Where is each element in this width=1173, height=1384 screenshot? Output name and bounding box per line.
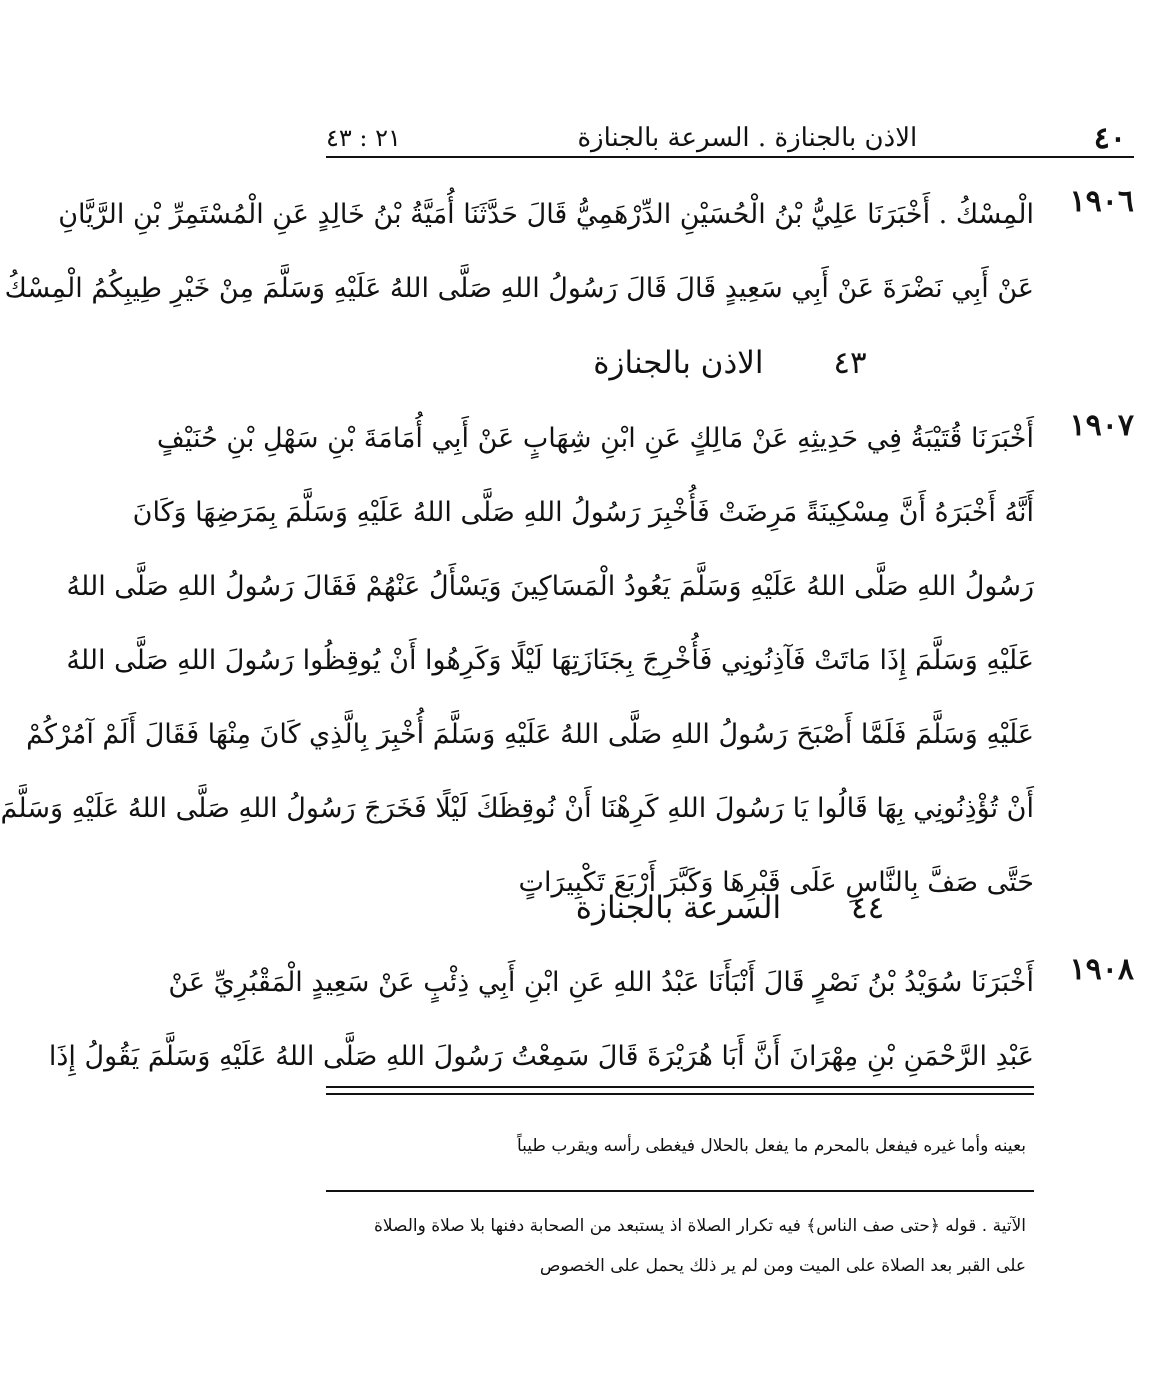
footnote-2 — [326, 1206, 1026, 1286]
footnote-line: الآتية . قوله ﴿حتى صف الناس﴾ فيه تكرار الصلاة اذ يستبعد من الصحابة دفنها بلا صلاة والصلاة — [373, 1216, 1026, 1236]
hadith-number: ١٩٠٨ — [1069, 952, 1134, 987]
footnote-1 — [326, 1126, 1026, 1166]
footnote-line: بعينه وأما غيره فيفعل بالمحرم ما يفعل بالحلال فيغطى رأسه ويقرب طيباً — [516, 1136, 1026, 1156]
chapter-number: ٤٤ — [850, 890, 885, 926]
hadith-number: ١٩٠٧ — [1069, 408, 1134, 443]
page-number: ٤٠ — [1093, 120, 1126, 156]
text-line: أَنْ تُؤْذِنُونِي بِهَا قَالُوا يَا رَسُولَ اللهِ كَرِهْنَا أَنْ نُوقِظَكَ لَيْلًا فَخَرَجَ رَسُولُ اللهِ صَلَّى اللهُ عَلَيْهِ وَسَلَّمَ — [0, 793, 1034, 824]
text-line: أَخْبَرَنَا سُوَيْدُ بْنُ نَصْرٍ قَالَ أَنْبَأَنَا عَبْدُ اللهِ عَنِ ابْنِ أَبِي ذِئْبٍ عَنْ سَعِيدٍ الْمَقْبُرِيِّ عَنْ — [168, 967, 1034, 998]
footnote-line: على القبر بعد الصلاة على الميت ومن لم ير ذلك يحمل على الخصوص — [539, 1256, 1026, 1276]
text-line: عَبْدِ الرَّحْمَنِ بْنِ مِهْرَانَ أَنَّ أَبَا هُرَيْرَةَ قَالَ سَمِعْتُ رَسُولَ اللهِ صَلَّى اللهُ عَلَيْهِ وَسَلَّمَ يَقُولُ إِذَا — [48, 1041, 1034, 1072]
text-line: أَنَّهُ أَخْبَرَهُ أَنَّ مِسْكِينَةً مَرِضَتْ فَأُخْبِرَ رَسُولُ اللهِ صَلَّى اللهُ عَلَيْهِ وَسَلَّمَ بِمَرَضِهَا وَكَانَ — [132, 497, 1034, 528]
text-line: عَلَيْهِ وَسَلَّمَ فَلَمَّا أَصْبَحَ رَسُولُ اللهِ صَلَّى اللهُ عَلَيْهِ وَسَلَّمَ أُخْبِرَ بِالَّذِي كَانَ مِنْهَا فَقَالَ أَلَمْ آمُرْكُمْ — [26, 719, 1034, 750]
chapter-heading-43 — [326, 345, 1134, 381]
footnote-separator — [326, 1190, 1034, 1192]
hadith-text — [48, 946, 1034, 1094]
running-title: الاذن بالجنازة . السرعة بالجنازة — [577, 123, 918, 153]
hadith-text — [4, 178, 1034, 326]
chapter-reference: ٢١ : ٤٣ — [326, 124, 401, 152]
text-line: حَتَّى صَفَّ بِالنَّاسِ عَلَى قَبْرِهَا وَكَبَّرَ أَرْبَعَ تَكْبِيرَاتٍ — [518, 867, 1034, 898]
text-line: عَنْ أَبِي نَضْرَةَ عَنْ أَبِي سَعِيدٍ قَالَ قَالَ رَسُولُ اللهِ صَلَّى اللهُ عَلَيْهِ وَسَلَّمَ مِنْ خَيْرِ طِيبِكُمُ الْمِسْكُ — [4, 273, 1034, 304]
chapter-number: ٤٣ — [833, 345, 867, 381]
chapter-title: السرعة بالجنازة — [575, 890, 782, 926]
chapter-title: الاذن بالجنازة — [593, 345, 764, 381]
hadith-1907 — [0, 402, 1134, 920]
text-line: عَلَيْهِ وَسَلَّمَ إِذَا مَاتَتْ فَآذِنُونِي فَأُخْرِجَ بِجَنَازَتِهَا لَيْلًا وَكَرِهُوا أَنْ يُوقِظُوا رَسُولَ اللهِ صَلَّى اللهُ — [66, 645, 1034, 676]
text-line: أَخْبَرَنَا قُتَيْبَةُ فِي حَدِيثِهِ عَنْ مَالِكٍ عَنِ ابْنِ شِهَابٍ عَنْ أَبِي أُمَامَةَ بْنِ سَهْلِ بْنِ حُنَيْفٍ — [156, 423, 1034, 454]
text-line: الْمِسْكُ . أَخْبَرَنَا عَلِيُّ بْنُ الْحُسَيْنِ الدِّرْهَمِيُّ قَالَ حَدَّثَنَا أُمَيَّةُ بْنُ خَالِدٍ عَنِ الْمُسْتَمِرِّ بْنِ الرَّيَّانِ — [58, 199, 1034, 230]
hadith-1906 — [4, 178, 1134, 326]
header-rule — [326, 156, 1134, 158]
hadith-number: ١٩٠٦ — [1069, 184, 1134, 219]
text-line: رَسُولُ اللهِ صَلَّى اللهُ عَلَيْهِ وَسَلَّمَ يَعُودُ الْمَسَاكِينَ وَيَسْأَلُ عَنْهُمْ فَقَالَ رَسُولُ اللهِ صَلَّى اللهُ — [66, 571, 1034, 602]
running-head — [326, 118, 1126, 158]
hadith-1908 — [48, 946, 1134, 1094]
chapter-heading-44 — [326, 890, 1134, 926]
footnote-separator-double — [326, 1086, 1034, 1095]
hadith-text — [0, 402, 1034, 920]
